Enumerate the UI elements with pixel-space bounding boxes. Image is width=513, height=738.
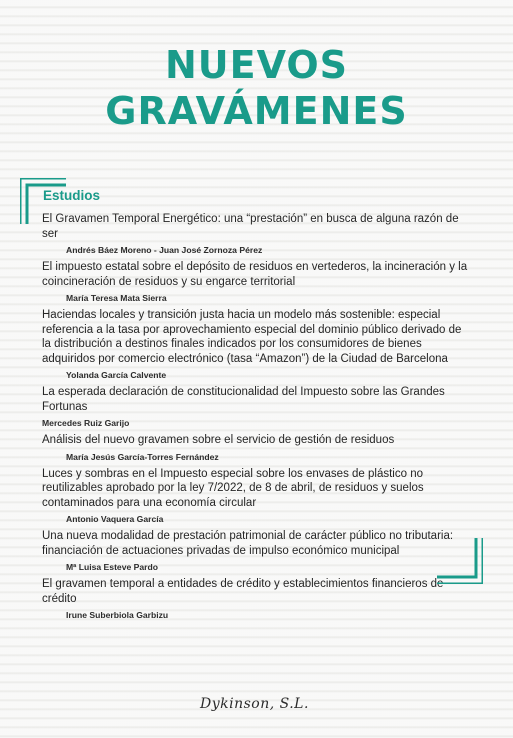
table-of-contents — [42, 212, 472, 625]
corner-bracket-bottom-right-icon — [437, 538, 483, 584]
cover-title-line-1: NUEVOS — [164, 43, 349, 87]
entry-title: Análisis del nuevo gravamen sobre el servicio de gestión de residuos — [42, 434, 395, 446]
entry-author: Irune Suberbiola Garbizu — [66, 610, 169, 620]
entry-author: Mª Luisa Esteve Pardo — [66, 562, 159, 572]
publisher-logo: Dykinson, S.L. — [200, 696, 309, 712]
entry-title: El gravamen temporal a entidades de crédito y establecimientos financieros de crédito — [42, 578, 444, 605]
entry-title: Una nueva modalidad de prestación patrimonial de carácter público no tributaria: financiación de actuaciones privadas de impulso económico municipal — [42, 530, 454, 557]
entry-title: Luces y sombras en el Impuesto especial sobre los envases de plástico no reutilizables aprobado por la ley 7/2022, de 8 de abril, de residuos y suelos contaminados para una economía circular — [42, 467, 424, 509]
entry-author: Yolanda García Calvente — [66, 370, 167, 380]
entry-title: Haciendas locales y transición justa hacia un modelo más sostenible: especial referencia a la tasa por aprovechamiento especial del dominio público derivado de la distribución a destinos finales indicados por los consumidores de bienes adquiridos por comercio electrónico (tasa “Amazon”) de la Ciudad de Barcelona — [42, 309, 462, 365]
entry-title: La esperada declaración de constitucionalidad del Impuesto sobre las Grandes Fortunas — [42, 386, 445, 413]
entry-title: El Gravamen Temporal Energético: una “prestación” en busca de alguna razón de ser — [42, 213, 459, 240]
entry-author: Andrés Báez Moreno - Juan José Zornoza Pérez — [66, 245, 263, 255]
entry-author: Antonio Vaquera García — [66, 514, 164, 524]
section-heading: Estudios — [43, 188, 101, 203]
entry-title: El impuesto estatal sobre el depósito de residuos en vertederos, la incineración y la coincineración de residuos y su engarce territorial — [42, 261, 468, 288]
entry-author: María Jesús García-Torres Fernández — [66, 451, 219, 462]
entry-author: Mercedes Ruiz Garijo — [42, 418, 130, 428]
entry-author: María Teresa Mata Sierra — [66, 293, 167, 303]
cover-title-line-2: GRAVÁMENES — [105, 89, 408, 133]
